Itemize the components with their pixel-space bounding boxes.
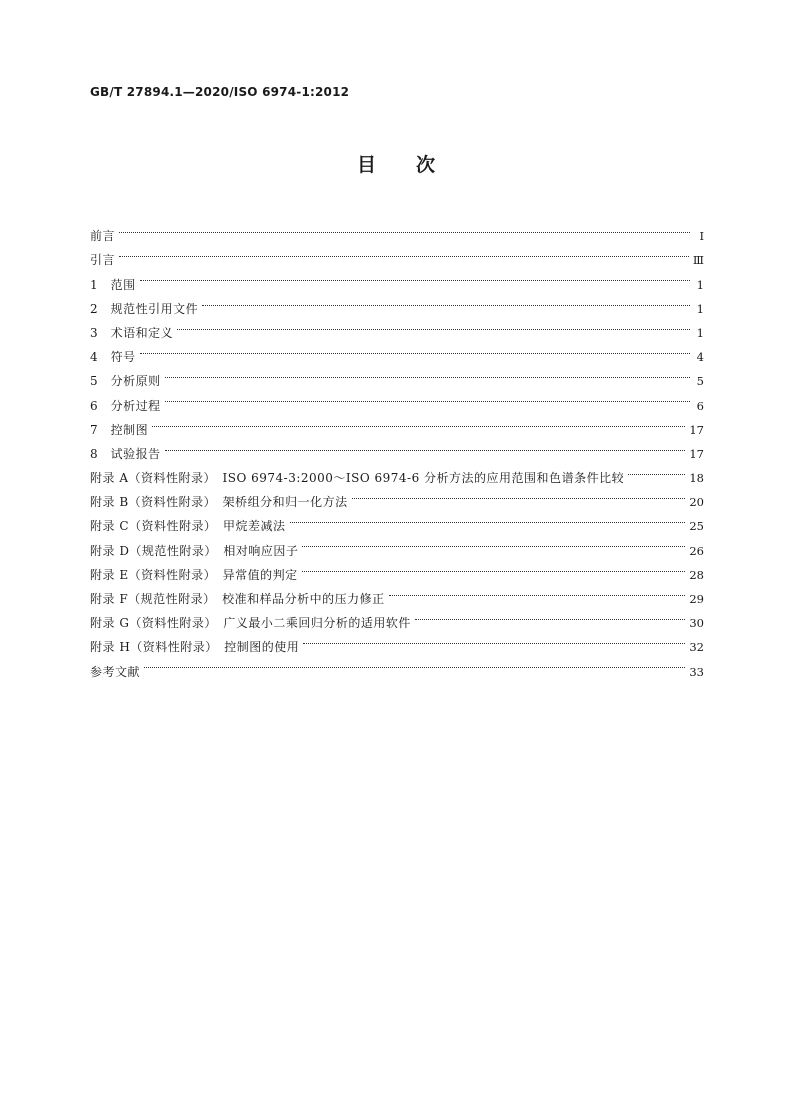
toc-entry-label: 1 范围 — [90, 277, 136, 292]
toc-leader-dots — [119, 216, 690, 240]
toc-leader-dots — [152, 410, 685, 434]
toc-entry-page: 1 — [696, 325, 704, 340]
toc-leader-dots — [389, 579, 686, 603]
toc-entry-label: 8 试验报告 — [90, 446, 161, 461]
toc-entry-label: 前言 — [90, 229, 116, 244]
toc-entry-page: 5 — [696, 374, 704, 389]
toc-leader-dots — [140, 337, 690, 361]
toc-entry-label: 附录 E（资料性附录） 异常值的判定 — [90, 567, 298, 582]
toc-entry-page: 28 — [689, 567, 704, 582]
toc-entry-label: 附录 D（规范性附录） 相对响应因子 — [90, 543, 299, 558]
toc-entry-page: 1 — [696, 301, 704, 316]
toc-entry-page: 17 — [689, 446, 704, 461]
toc-entry-label: 附录 F（规范性附录） 校准和样品分析中的压力修正 — [90, 592, 385, 606]
toc-leader-dots — [140, 264, 690, 288]
toc-entry-label: 附录 H（资料性附录） 控制图的使用 — [90, 640, 300, 655]
toc-entry[interactable] — [90, 264, 704, 292]
toc-leader-dots — [290, 506, 686, 530]
toc-leader-dots — [119, 240, 689, 264]
toc-leader-dots — [144, 651, 685, 675]
toc-leader-dots — [628, 458, 685, 482]
toc-entry-label: 附录 C（资料性附录） 甲烷差减法 — [90, 519, 286, 534]
toc-leader-dots — [202, 289, 690, 313]
toc-entry-page: 32 — [689, 640, 704, 655]
table-of-contents — [90, 216, 704, 679]
toc-leader-dots — [177, 313, 690, 337]
toc-leader-dots — [165, 361, 690, 385]
toc-leader-dots — [302, 530, 685, 554]
toc-entry-label: 附录 A（资料性附录） ISO 6974-3:2000～ISO 6974-6 分析方法的应用范围和色谱条件比较 — [90, 471, 625, 486]
toc-entry[interactable] — [90, 337, 704, 365]
toc-entry-page: 29 — [689, 592, 704, 606]
toc-entry-page: 33 — [689, 664, 704, 679]
toc-entry-page: 30 — [689, 616, 704, 631]
toc-entry-page: 20 — [689, 495, 704, 510]
toc-entry-page: 25 — [689, 519, 704, 534]
toc-entry-label: 附录 G（资料性附录） 广义最小二乘回归分析的适用软件 — [90, 616, 411, 631]
toc-entry[interactable] — [90, 651, 704, 679]
toc-entry-page: 4 — [696, 350, 704, 365]
toc-entry[interactable] — [90, 434, 704, 461]
toc-entry-page: 18 — [689, 471, 704, 486]
toc-entry-page: 1 — [696, 277, 704, 292]
standard-number: GB/T 27894.1—2020/ISO 6974-1:2012 — [90, 85, 350, 99]
toc-entry[interactable] — [90, 240, 704, 268]
toc-leader-dots — [352, 482, 686, 506]
toc-entry-label: 参考文献 — [90, 664, 141, 679]
toc-entry-page: 26 — [689, 543, 704, 558]
toc-entry[interactable] — [90, 458, 704, 486]
toc-entry[interactable] — [90, 410, 704, 437]
toc-entry-label: 附录 B（资料性附录） 架桥组分和归一化方法 — [90, 495, 348, 510]
toc-entry-page: 6 — [696, 398, 704, 413]
toc-entry-label: 引言 — [90, 253, 116, 268]
toc-entry-page: Ⅰ — [699, 229, 704, 244]
toc-leader-dots — [165, 434, 686, 458]
toc-entry[interactable] — [90, 385, 704, 413]
page-title: 目次 — [356, 154, 475, 176]
toc-entry[interactable] — [90, 361, 704, 389]
toc-entry[interactable] — [90, 289, 704, 316]
toc-entry[interactable] — [90, 216, 704, 244]
toc-entry-label: 3 术语和定义 — [90, 325, 174, 340]
toc-entry-label: 5 分析原则 — [90, 374, 161, 389]
toc-entry-page: Ⅲ — [692, 253, 704, 268]
toc-entry[interactable] — [90, 313, 704, 340]
toc-leader-dots — [302, 555, 686, 579]
toc-leader-dots — [165, 385, 690, 409]
toc-entry-page: 17 — [689, 422, 704, 437]
toc-entry-label: 4 符号 — [90, 350, 136, 365]
toc-entry-label: 6 分析过程 — [90, 398, 161, 413]
toc-leader-dots — [415, 603, 685, 627]
toc-entry-label: 2 规范性引用文件 — [90, 301, 199, 316]
toc-leader-dots — [303, 627, 685, 651]
toc-entry-label: 7 控制图 — [90, 422, 149, 437]
